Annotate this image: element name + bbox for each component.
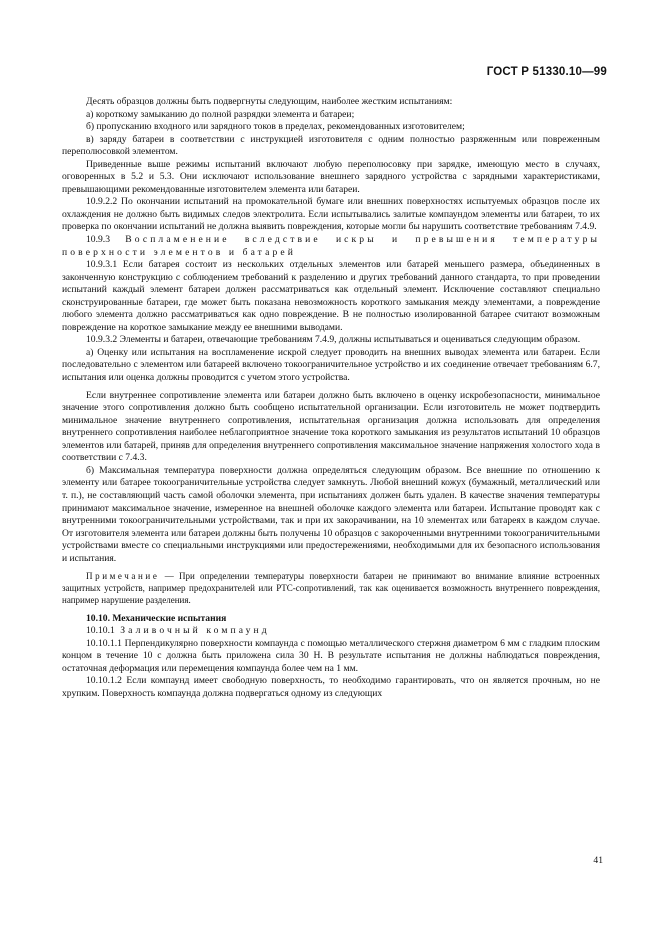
list-item: б) пропусканию входного или зарядного токов в пределах, рекомендованных изготовителем; (86, 121, 465, 133)
list-item: а) короткому замыканию до полной разрядки элемента и батареи; (86, 108, 355, 120)
note-text: — При определении температуры поверхности батареи не принимают во внимание влияние встроенных защитных устройств, например предохранителей или PTC-сопротивлений, так как оценивается возможность внутреннего повреждения, например нарушение разделения. (62, 571, 600, 605)
paragraph: Если внутреннее сопротивление элемента или батареи должно быть включено в оценку искробезопасности, минимальное значение этого сопротивления должно быть сообщено испытательной организации. Если изготовитель не может подтвердить минимальное значение внутреннего сопротивления, испытательная организация должна использовать для определения внутреннего сопротивления наиболее неблагоприятное значение тока короткого замыкания из результатов испытаний 10 образцов элементов или батарей, приняв для определения внутреннего сопротивления максимальное значение напряжения холостого хода в соответствии с 7.4.3. (62, 389, 600, 464)
paragraph: а) Оценку или испытания на воспламенение искрой следует проводить на внешних выводах элемента или батареи. Если последовательно с элементом или батареей включено токоограничительное устройство и их соединение отвечает требованиям 6.7, испытания или оценка должны проводится с учетом этого устройства. (62, 346, 600, 384)
paragraph: 10.10.1.2 Если компаунд имеет свободную поверхность, то необходимо гарантировать, что он является прочным, но не хрупким. Поверхность компаунда должна подвергаться одному из следующих (62, 675, 600, 699)
subheading-number: 10.9.3 (86, 234, 110, 246)
subheading (62, 234, 600, 259)
paragraph: Десять образцов должны быть подвергнуты следующим, наиболее жестким испытаниям: (86, 96, 453, 107)
subheading-number: 10.10.1 (86, 625, 115, 637)
paragraph: 10.9.3.2 Элементы и батареи, отвечающие требованиям 7.4.9, должны испытываться и оцениваться следующим образом. (86, 334, 581, 346)
paragraph: 10.9.3.1 Если батарея состоит из нескольких отдельных элементов или батарей меньшего размера, объединенных в законченную конструкцию с соблюдением требований к разделению и других требований данного стандарта, то при проведении испытаний каждый элемент батареи должен рассматриваться как отдельный элемент. Исключение составляют специально сконструированные батареи, где может быть показана невозможность короткого замыкания между элементами, а повреждение любого элемента должно рассматриваться как одно повреждение. В не полностью изолированной батарее считают возможным повреждение на короткое замыкание между ее внешними выводами. (62, 259, 600, 333)
paragraph: б) Максимальная температура поверхности должна определяться следующим образом. Все внешние по отношению к элементу или батарее токоограничительные устройства следует замкнуть. Любой внешний кожух (бумажный, металлический или т. п.), не составляющий часть самой оболочки элемента, при испытаниях должен быть удален. В качестве значения температуры принимают максимальное значение, измеренное на внешней оболочке каждого элемента или батареи. Испытание проводят как с внутренними токоограничительными устройствами, так и при их закорачивании, на 10 элементах или батареях в каждом случае. От изготовителя элемента или батареи должны быть получены 10 образцов с закороченными внутренними токоограничительными устройствами вместе со специальными инструкциями или предостережениями, необходимыми для их безопасного использования и испытания. (62, 464, 600, 564)
paragraph: 10.9.2.2 По окончании испытаний на промокательной бумаге или внешних поверхностях испытуемых образцов после их охлаждения не должно быть видимых следов электролита. Если испытывались залитые компаундом элементы или батареи, то их проверка по окончании испытаний не должна выявить повреждения, которые могли бы нарушить соответствие требованиям 7.4.9. (62, 196, 600, 233)
note-lead: Примечание (86, 571, 160, 582)
note (62, 571, 600, 606)
page-number: 41 (593, 855, 603, 866)
paragraph: Приведенные выше режимы испытаний включают любую переполюсовку при зарядке, имеющую место в случаях, оговоренных в 5.2 и 5.3. Они исключают использование внешнего зарядного устройства с зарядными характеристиками, превышающими рекомендованные изготовителем элемента или батареи. (62, 158, 600, 195)
subheading (62, 625, 600, 638)
subheading-title: Воспламенение вследствие искры и превышения температуры поверхности элементов и батарей (62, 234, 601, 258)
document-header: ГОСТ Р 51330.10—99 (486, 66, 607, 78)
page-body (62, 96, 600, 700)
subheading-title: Заливочный компаунд (120, 625, 270, 637)
section-heading: 10.10. Механические испытания (86, 612, 227, 624)
paragraph: 10.10.1.1 Перпендикулярно поверхности компаунда с помощью металлического стержня диаметром 6 мм с гладким плоским концом в течение 10 с должна быть приложена сила 30 Н. В результате испытания не должны наблюдаться повреждения, остаточная деформация или перемещения компаунда более чем на 1 мм. (62, 637, 600, 674)
list-item: в) заряду батареи в соответствии с инструкцией изготовителя с одним полностью разряженным или повреженным переполюсовкой элементом. (62, 133, 600, 158)
